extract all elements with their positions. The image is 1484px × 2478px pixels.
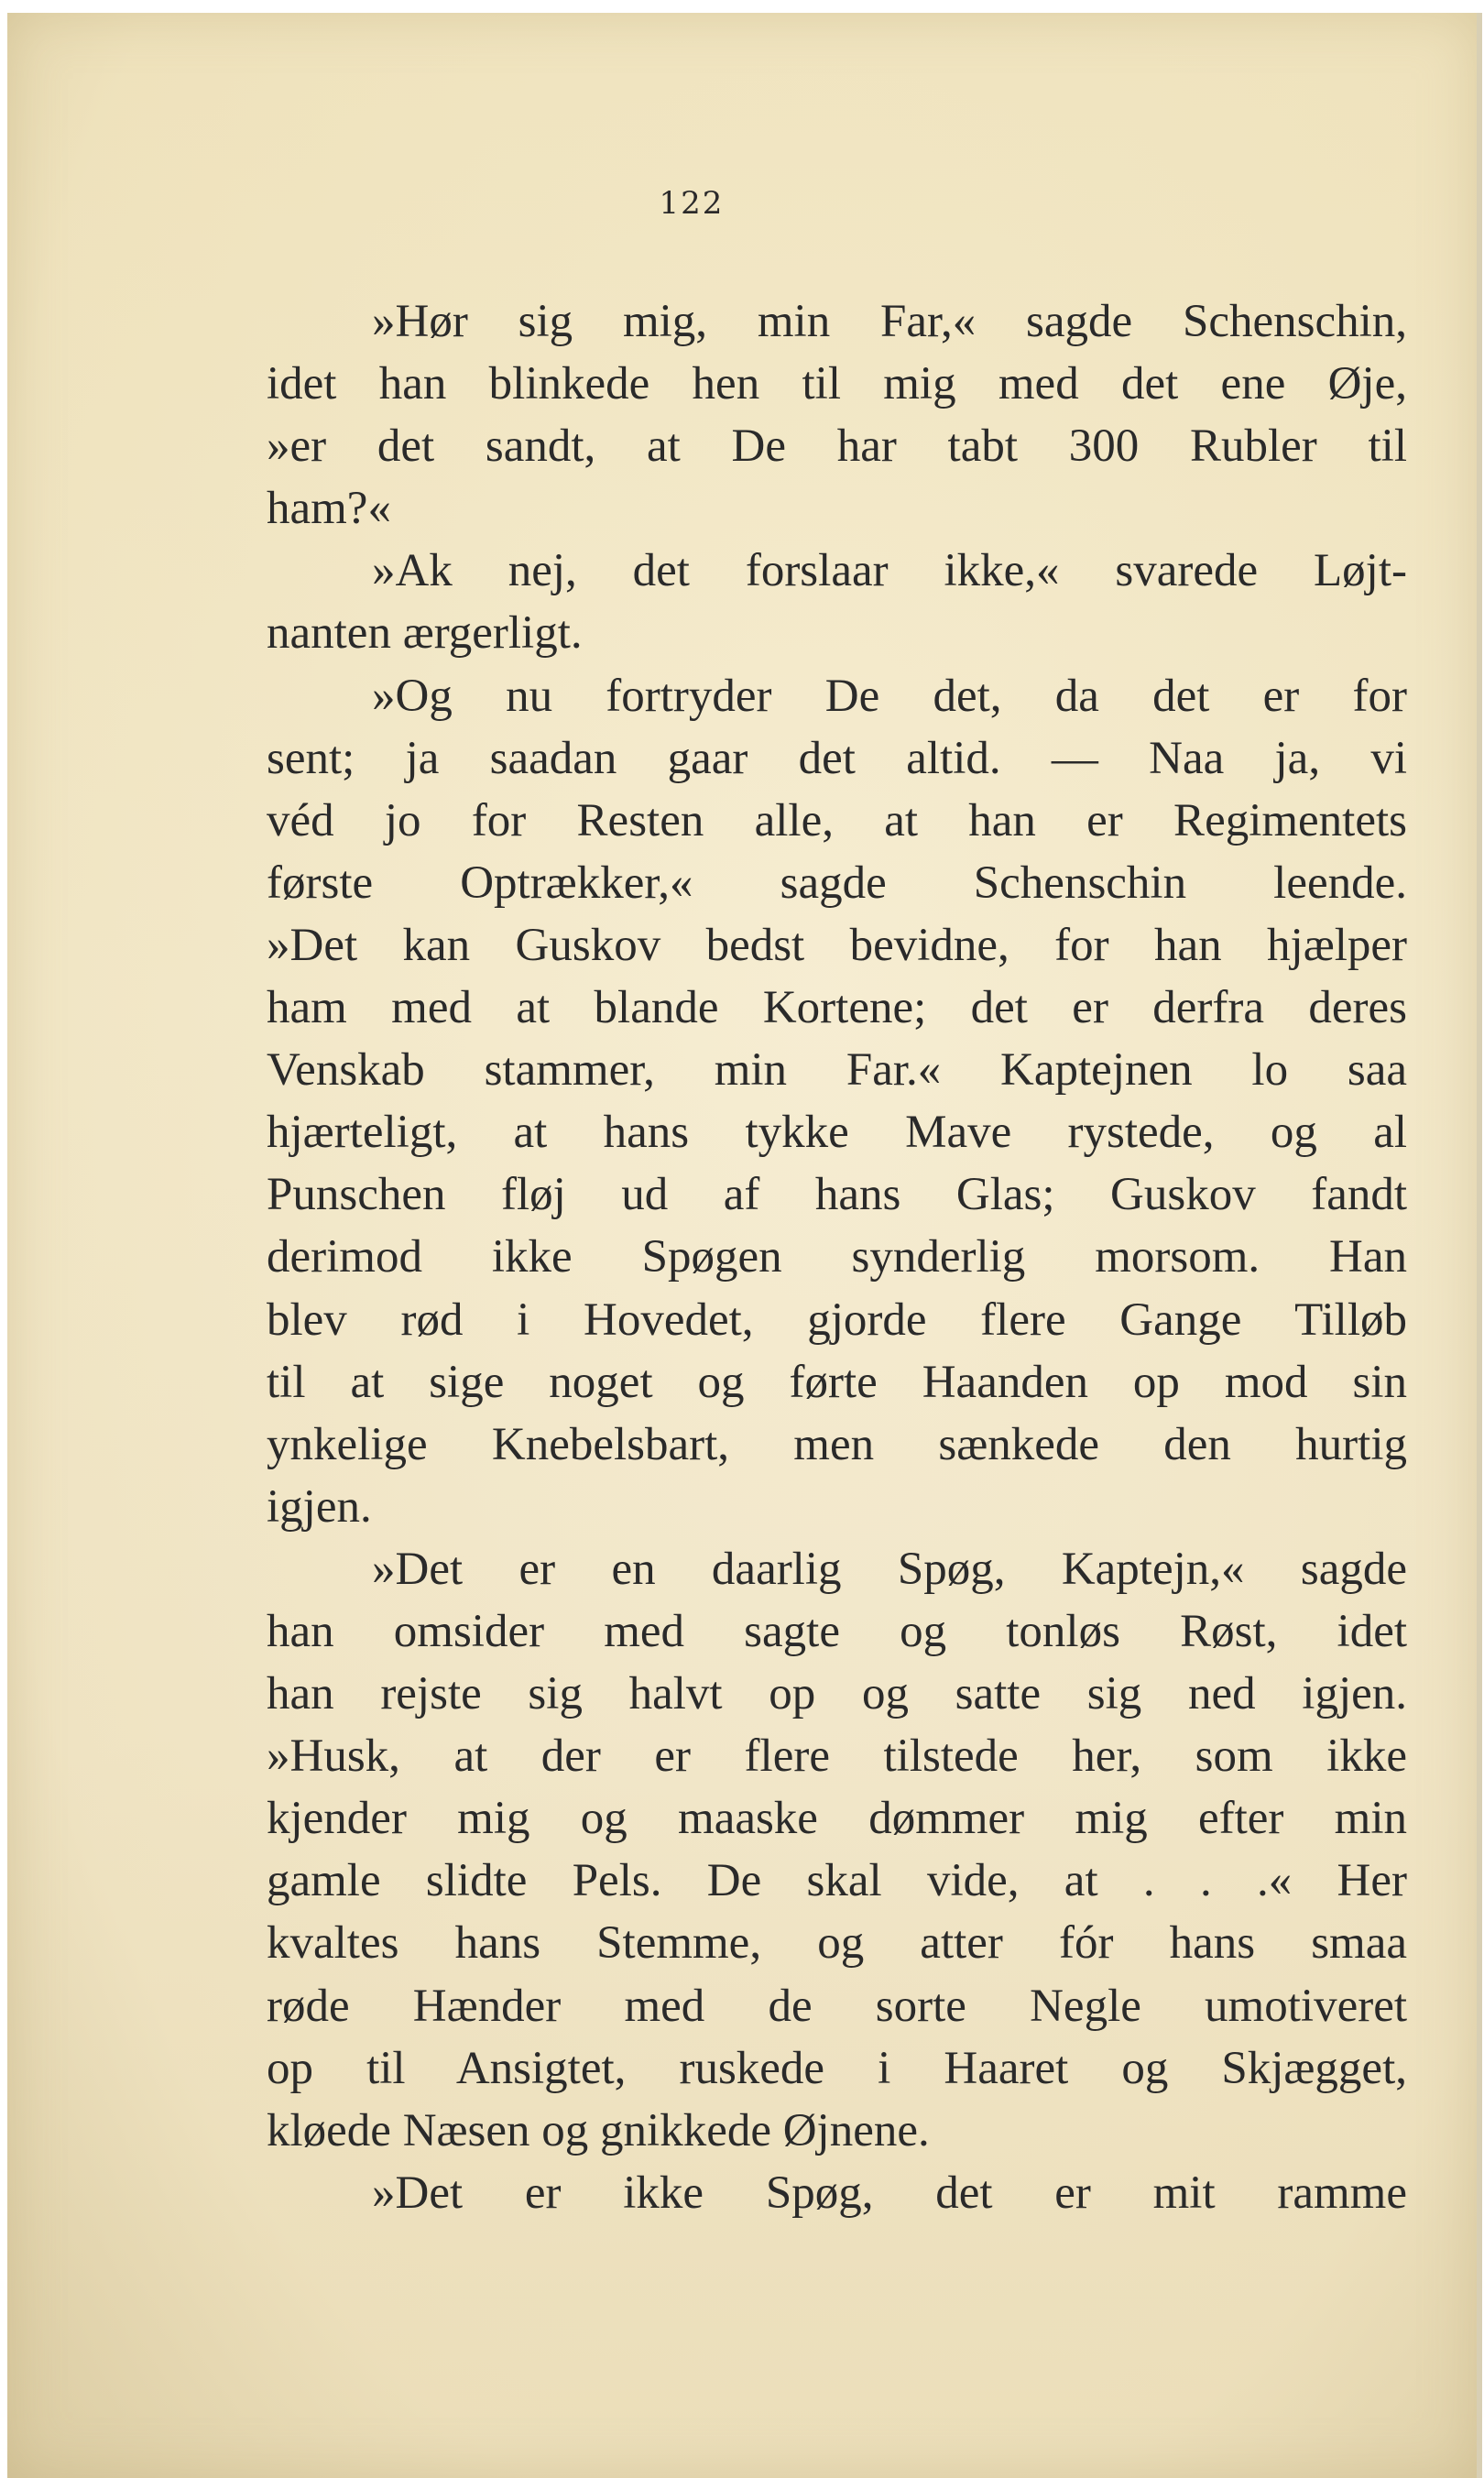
text-line: ynkelige Knebelsbart, men sænkede den hurtig [267,1418,1407,1470]
text-line: Punschen fløj ud af hans Glas; Guskov fandt [267,1169,1407,1221]
text-line: han rejste sig halvt op og satte sig ned igjen. [267,1668,1407,1720]
text-line: nanten ærgerligt. [267,607,583,660]
text-line: »Ak nej, det forslaar ikke,« svarede Løjt- [372,545,1407,597]
text-line: kløede Næsen og gnikkede Øjnene. [267,2104,930,2156]
page-number: 122 [659,185,725,222]
text-line: »er det sandt, at De har tabt 300 Rubler til [267,420,1407,473]
text-line: idet han blinkede hen til mig med det ene Øje, [267,358,1407,410]
text-line: »Husk, at der er flere tilstede her, som ikke [267,1730,1407,1783]
text-line: derimod ikke Spøgen synderlig morsom. Han [267,1231,1407,1283]
text-line: igjen. [267,1480,372,1533]
text-line: »Det er ikke Spøg, det er mit ramme [372,2167,1407,2219]
text-line: »Det er en daarlig Spøg, Kaptejn,« sagde [372,1543,1407,1595]
text-line: op til Ansigtet, ruskede i Haaret og Skjægget, [267,2042,1407,2094]
text-line: kvaltes hans Stemme, og atter fór hans smaa [267,1917,1407,1970]
text-line: blev rød i Hovedet, gjorde flere Gange Tilløb [267,1294,1407,1346]
text-line: kjender mig og maaske dømmer mig efter min [267,1793,1407,1845]
body-text [267,290,1407,2224]
text-line: véd jo for Resten alle, at han er Regimentets [267,794,1407,846]
text-line: til at sige noget og førte Haanden op mod sin [267,1356,1407,1408]
text-line: »Det kan Guskov bedst bevidne, for han hjælper [267,919,1407,971]
text-line: »Hør sig mig, min Far,« sagde Schenschin, [372,296,1407,347]
text-line: første Optrækker,« sagde Schenschin leende. [267,857,1407,909]
text-line: han omsider med sagte og tonløs Røst, idet [267,1605,1407,1657]
text-line: røde Hænder med de sorte Negle umotiveret [267,1980,1407,2032]
text-line: ham med at blande Kortene; det er derfra deres [267,982,1407,1034]
book-page [7,13,1482,2478]
text-line: ham?« [267,483,391,535]
text-line: hjærteligt, at hans tykke Mave rystede, og al [267,1107,1407,1159]
text-line: sent; ja saadan gaar det altid. — Naa ja, vi [267,732,1407,784]
text-line: »Og nu fortryder De det, da det er for [372,670,1407,722]
text-line: Venskab stammer, min Far.« Kaptejnen lo saa [267,1044,1407,1097]
text-line: gamle slidte Pels. De skal vide, at . . .« Her [267,1855,1407,1907]
